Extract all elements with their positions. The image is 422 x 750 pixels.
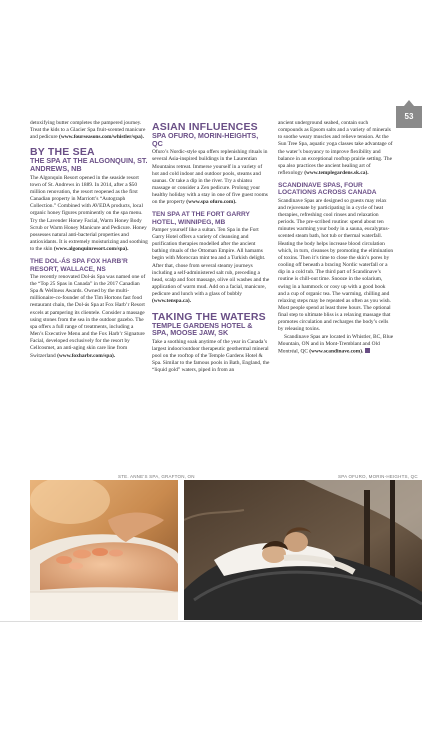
- paragraph-text: ancient underground seabed, contain such compounds as Epsom salts and a variety of minerals to soothe weary muscles and relieve tension. At the Sun Tree Spa, aquatic yoga classes take advantage of the water’s buoyancy to improve flexibility and balance in an exceptional rooftop prairie setting. The spa also practices the ancient healing art of reflexology: [278, 120, 393, 177]
- paragraph-text: detoxifying butter completes the pampered journey. Treat the kids to a Glacier Spa fruit-scented manicure and pedicure: [30, 120, 146, 141]
- link-algonquin[interactable]: (www.algonquinresort.com/spa).: [53, 246, 129, 253]
- paragraph-text: Ofuro’s Nordic-style spa offers replenishing rituals in several Asia-inspired buildings in the Laurentian Mountains retreat. Immerse yourself in a variety of hot and cold indoor and outdoor pools, steams and saunas. Or take a dip in the river. Try a shiatsu massage or consider a Zen pedicure. Prolong your healthy holiday with a stay in one of five guest rooms on the property: [152, 149, 268, 206]
- page-number-tab: [396, 106, 422, 128]
- paragraph-text: Pamper yourself like a sultan. Ten Spa in the Fort Garry Hotel offers a variety of cleansing and purification therapies modelled after the ancient bathing rituals of the Ottoman Empire. All hamams begin with Moroccan mint tea and a Turkish delight. After that, chose from several steamy journeys including a self-administered salt rub, preceding a head, scalp and foot massage, olive oil washes and the application of warm mud. Add on a facial, manicure, pedicure and lunch with a glass of bubbly: [152, 226, 270, 298]
- hammock-image: [184, 480, 422, 620]
- subheading-ten-spa: TEN SPA AT THE FORT GARRY HOTEL, WINNIPEG, MB: [152, 211, 250, 226]
- link-fourseasons[interactable]: (www.fourseasons.com/whistler/spa).: [59, 134, 144, 141]
- photo-caption-left: STE. ANNE’S SPA, GRAFTON, ON: [118, 474, 195, 479]
- link-spaofuro[interactable]: (www.spa ofuro.com).: [186, 199, 237, 206]
- section-subheading-temple-gardens: TEMPLE GARDENS HOTEL & SPA, MOOSE JAW, SK: [152, 320, 253, 338]
- link-templegardens[interactable]: (www.templegardens.sk.ca).: [304, 170, 369, 177]
- paragraph-scandinave-locations: [278, 334, 394, 356]
- page-bottom-divider: [0, 621, 422, 622]
- paragraph-temple-gardens: Take a soothing soak anytime of the year in Canada’s largest indoor/outdoor therapeutic geothermal mineral pool on the rooftop of the Temple Gardens Hotel & Spa. Similar to the famous pools in Bath, England, the “liquid gold” waters, piped in from an: [152, 338, 270, 374]
- paragraph-algonquin: [30, 175, 148, 254]
- link-scandinave[interactable]: (www.scandinave.com).: [309, 348, 364, 355]
- link-foxharbr[interactable]: (www.foxharbr.com/spa).: [57, 352, 116, 359]
- photo-hammock-relaxation: [184, 480, 422, 620]
- subheading-scandinave: SCANDINAVE SPAS, FOUR LOCATIONS ACROSS CANADA: [278, 182, 377, 197]
- section-subheading-spa-ofuro: SPA OFURO, MORIN-HEIGHTS, QC: [152, 131, 259, 148]
- section-subheading-algonquin: THE SPA AT THE ALGONQUIN, ST. ANDREWS, NB: [30, 156, 148, 174]
- column-3: [278, 120, 394, 356]
- subheading-dolas-spa: THE DOL-ÁS SPA FOX HARB’R RESORT, WALLACE, NS: [30, 258, 128, 273]
- paragraph-detox: [30, 120, 148, 141]
- photo-caption-right: SPA OFURO, MORIN-HEIGHTS, QC: [338, 474, 418, 479]
- section-heading-asian-influences: ASIAN INFLUENCES: [152, 121, 258, 133]
- paragraph-temple-gardens-cont: [278, 120, 394, 177]
- page-number: 53: [404, 112, 414, 121]
- paragraph-dolas: [30, 274, 148, 360]
- paragraph-scandinave: Scandinave Spas are designed so guests may relax and rejuvenate by participating in a cycle of heat therapies, refreshing cool rinses and relaxation periods. The pre-scribed routine: spend about ten minutes warming your body in a sauna, eucalyptus-scented steam bath, hot tub or thermal waterfall. Heating the body helps increase blood circulation which, in turn, cleanses by promoting the elimination of toxins. Then it’s time to close the skin’s pores by cooling off beneath a bracing Nordic waterfall or a dip in a cold tub. The third part of Scandinave’s routine is chill-out time. Snooze in the solarium, swing in a hammock or cosy up with a good book and a cup of organic tea. The warming, chilling and relaxing steps may be repeated as often as you wish. Most people spend at least three hours. The optional final step to ultimate bliss is a relaxing massage that promotes circulation and recharges the body’s cells by releasing toxins.: [278, 197, 394, 333]
- section-heading-taking-the-waters: TAKING THE WATERS: [152, 310, 266, 323]
- massage-image: [30, 480, 178, 620]
- column-2: [152, 120, 270, 375]
- paragraph-text: The Algonquin Resort opened in the seaside resort town of St. Andrews in 1889. In 2014, after a $50 million renovation, the resort reopened as the first Canadian property in Marriott’s “Autograph Collection.” Combined with AVEDA products, local organic honey figures prominently on the spa menu. Try the Lavender Honey Facial, Warm Honey Body Scrub or Warm Honey Manicure and Pedicure. Honey possesses natural anti-bacterial properties and antioxidants. It is extremely moisturizing and soothing to the skin: [30, 174, 148, 253]
- paragraph-ten-spa: [152, 227, 270, 306]
- end-mark-icon: [365, 348, 370, 353]
- column-1: [30, 120, 148, 360]
- paragraph-text: The recently renovated Dol-ás Spa was named one of the “Top 25 Spas in Canada” in the 2017 Canadian Spa & Wellness Awards. Owned by the multi-millionaire-co-founder of the Tim Hortons fast food restaurant chain, the Dol-ás Spa at Fox Harb’r Resort excels at pampering its clientele. Consider a massage using stones from the sea in the outdoor gazebo. The spa offers a full range of treatments, including a Men’s Executive Menu and the Fox Harb’r Signature Facial, developed exclusively for the resort by Cellcosmet, an anti-aging skin care line from Switzerland: [30, 273, 146, 359]
- paragraph-text: Scandinave Spas are located in Whistler, BC, Blue Mountain, ON and in Mont-Tremblant and Old Montréal, QC: [278, 333, 394, 355]
- photo-massage-stones: [30, 480, 178, 620]
- link-tenspa[interactable]: (www.tenspa.ca).: [152, 298, 192, 305]
- paragraph-ofuro: [152, 149, 270, 206]
- section-heading-by-the-sea: BY THE SEA: [30, 146, 95, 159]
